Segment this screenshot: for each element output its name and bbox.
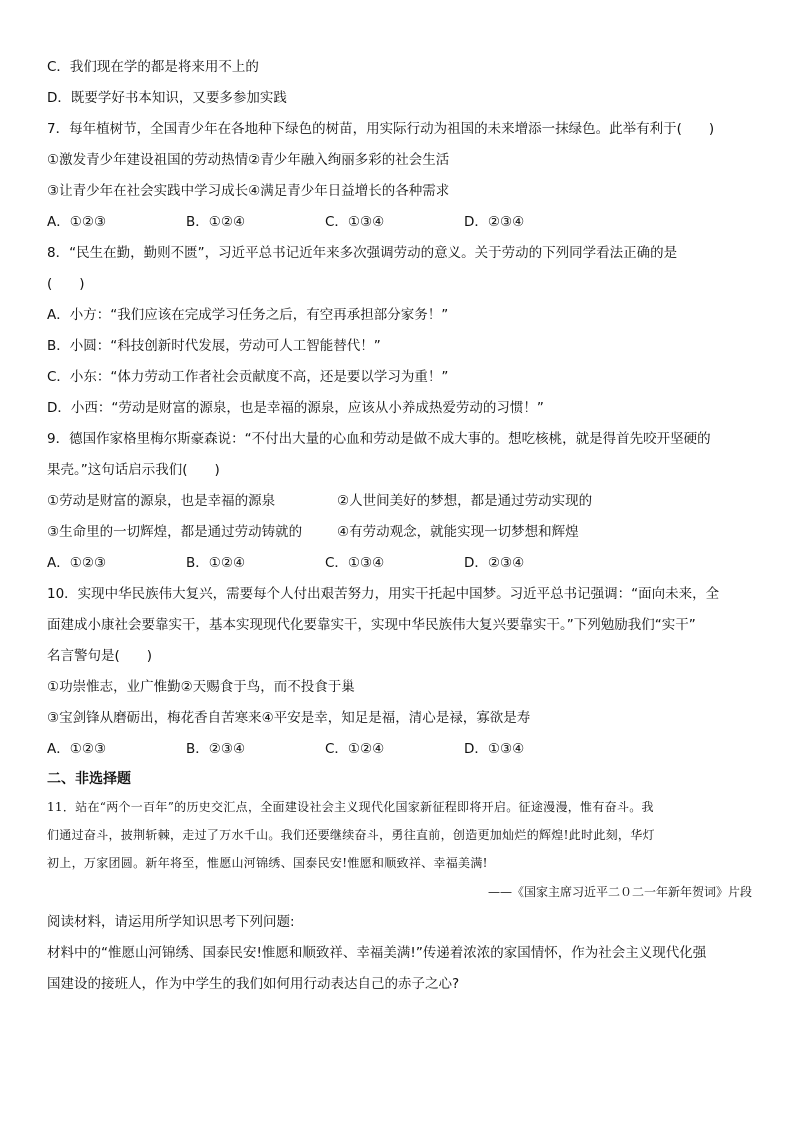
q7-items-line2: ③让青少年在社会实践中学习成长④满足青少年日益增长的各种需求 [47, 183, 450, 199]
q10-option-c: C．①②④ [325, 741, 385, 757]
q10-options [47, 734, 752, 765]
q7-options [47, 207, 752, 238]
q11-source: ——《国家主席习近平二０二一年新年贺词》片段 [487, 885, 752, 899]
q8-stem-line2: ( ) [47, 276, 85, 292]
q9-item-4: ④有劳动观念，就能实现一切梦想和辉煌 [337, 524, 579, 540]
q10-stem-line3: 名言警句是( ) [47, 648, 153, 664]
q6-option-c: C．我们现在学的都是将来用不上的 [47, 59, 259, 75]
q8-option-c: C．小东：“体力劳动工作者社会贡献度不高，还是要以学习为重！” [47, 369, 449, 385]
q10-option-b: B．②③④ [186, 741, 246, 757]
q10-stem-line2: 面建成小康社会要靠实干，基本实现现代化要靠实干，实现中华民族伟大复兴要靠实干。”下列勉励我们“实干” [47, 617, 696, 633]
q11-material-line3: 初上，万家团圆。新年将至，惟愿山河锦绣、国泰民安!惟愿和顺致祥、幸福美满! [47, 856, 488, 870]
q9-options [47, 548, 752, 579]
q9-item-2: ②人世间美好的梦想，都是通过劳动实现的 [337, 493, 593, 509]
q10-items-line1: ①功崇惟志，业广惟勤②天赐食于鸟，而不投食于巢 [47, 679, 355, 695]
q10-option-d: D．①③④ [464, 741, 525, 757]
q8-stem-line1: 8．“民生在勤，勤则不匮”，习近平总书记近年来多次强调劳动的意义。关于劳动的下列同学看法正确的是 [47, 245, 678, 261]
q10-stem-line1: 10．实现中华民族伟大复兴，需要每个人付出艰苦努力，用实干托起中国梦。习近平总书记强调：“面向未来，全 [47, 586, 720, 602]
q8-option-d: D．小西：“劳动是财富的源泉，也是幸福的源泉，应该从小养成热爱劳动的习惯！” [47, 400, 544, 416]
q10-items-line2: ③宝剑锋从磨砺出，梅花香自苦寒来④平安是幸，知足是福，清心是禄，寡欲是寿 [47, 710, 531, 726]
q6-option-d: D．既要学好书本知识，又要多参加实践 [47, 90, 287, 106]
q9-option-c: C．①③④ [325, 555, 385, 571]
exam-page [47, 52, 752, 1000]
q9-item-3: ③生命里的一切辉煌，都是通过劳动铸就的 [47, 524, 303, 540]
q10-option-a: A．①②③ [47, 741, 107, 757]
q9-option-a: A．①②③ [47, 555, 107, 571]
q9-stem-line1: 9．德国作家格里梅尔斯豪森说：“不付出大量的心血和劳动是做不成大事的。想吃核桃，就是得首先咬开坚硬的 [47, 431, 711, 447]
q11-instruction: 阅读材料，请运用所学知识思考下列问题: [47, 914, 295, 930]
q9-option-b: B．①②④ [186, 555, 246, 571]
q7-items-line1: ①激发青少年建设祖国的劳动热情②青少年融入绚丽多彩的社会生活 [47, 152, 450, 168]
q7-option-b: B．①②④ [186, 214, 246, 230]
q11-question-line2: 国建设的接班人，作为中学生的我们如何用行动表达自己的赤子之心? [47, 976, 460, 992]
q9-items-row2 [47, 517, 752, 548]
q8-option-b: B．小圆：“科技创新时代发展，劳动可人工智能替代！” [47, 338, 381, 354]
section-title: 二、非选择题 [47, 771, 131, 787]
q7-stem: 7．每年植树节，全国青少年在各地种下绿色的树苗，用实际行动为祖国的未来增添一抹绿色。此举有利于( ) [47, 121, 715, 137]
q7-option-c: C．①③④ [325, 214, 385, 230]
q9-items-row1 [47, 486, 752, 517]
q8-option-a: A．小方：“我们应该在完成学习任务之后，有空再承担部分家务！” [47, 307, 449, 323]
q9-item-1: ①劳动是财富的源泉，也是幸福的源泉 [47, 493, 276, 509]
q7-option-a: A．①②③ [47, 214, 107, 230]
q11-material-line2: 们通过奋斗，披荆斩棘，走过了万水千山。我们还要继续奋斗，勇往直前，创造更加灿烂的辉煌!此时此刻，华灯 [47, 828, 655, 842]
q9-stem-line2: 果壳。”这句话启示我们( ) [47, 462, 220, 478]
q11-question-line1: 材料中的“惟愿山河锦绣、国泰民安!惟愿和顺致祥、幸福美满!”传递着浓浓的家国情怀，作为社会主义现代化强 [47, 945, 707, 961]
q11-material-line1: 11．站在“两个一百年”的历史交汇点，全面建设社会主义现代化国家新征程即将开启。征途漫漫，惟有奋斗。我 [47, 800, 654, 814]
q7-option-d: D．②③④ [464, 214, 525, 230]
q9-option-d: D．②③④ [464, 555, 525, 571]
